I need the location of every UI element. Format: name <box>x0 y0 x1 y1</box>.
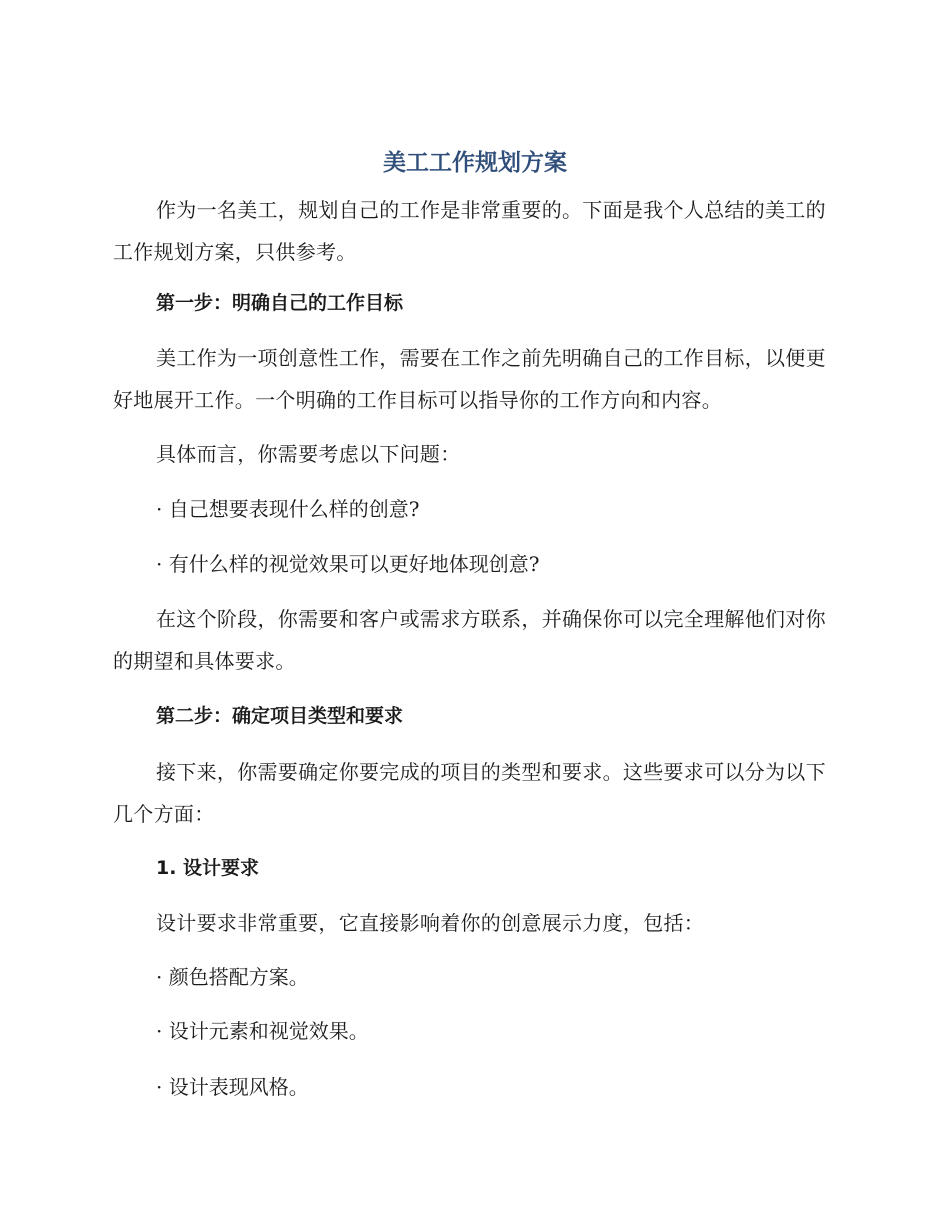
step1-paragraph-3: 在这个阶段，你需要和客户或需求方联系，并确保你可以完全理解他们对你的期望和具体要求。 <box>113 607 826 673</box>
step1-paragraph-2: 具体而言，你需要考虑以下问题： <box>156 442 461 466</box>
step1-paragraph-1: 美工作为一项创意性工作，需要在工作之前先明确自己的工作目标，以便更好地展开工作。一个明确的工作目标可以指导你的工作方向和内容。 <box>113 346 826 412</box>
step1-heading: 第一步：明确自己的工作目标 <box>156 292 404 314</box>
step2-paragraph-1: 接下来，你需要确定你要完成的项目的类型和要求。这些要求可以分为以下几个方面： <box>113 760 826 826</box>
step1-bullet-1: · 自己想要表现什么样的创意? <box>156 497 420 521</box>
step2-heading: 第二步：确定项目类型和要求 <box>156 705 404 727</box>
document-title: 美工工作规划方案 <box>383 150 567 176</box>
design-requirements-paragraph: 设计要求非常重要，它直接影响着你的创意展示力度，包括： <box>156 911 705 935</box>
design-bullet-1: · 颜色搭配方案。 <box>156 965 309 989</box>
step1-bullet-2: · 有什么样的视觉效果可以更好地体现创意? <box>156 552 540 576</box>
design-bullet-3: · 设计表现风格。 <box>156 1075 309 1099</box>
design-requirements-heading: 1. 设计要求 <box>156 857 260 879</box>
design-bullet-2: · 设计元素和视觉效果。 <box>156 1019 369 1043</box>
intro-paragraph: 作为一名美工，规划自己的工作是非常重要的。下面是我个人总结的美工的工作规划方案，只供参考。 <box>113 198 826 264</box>
